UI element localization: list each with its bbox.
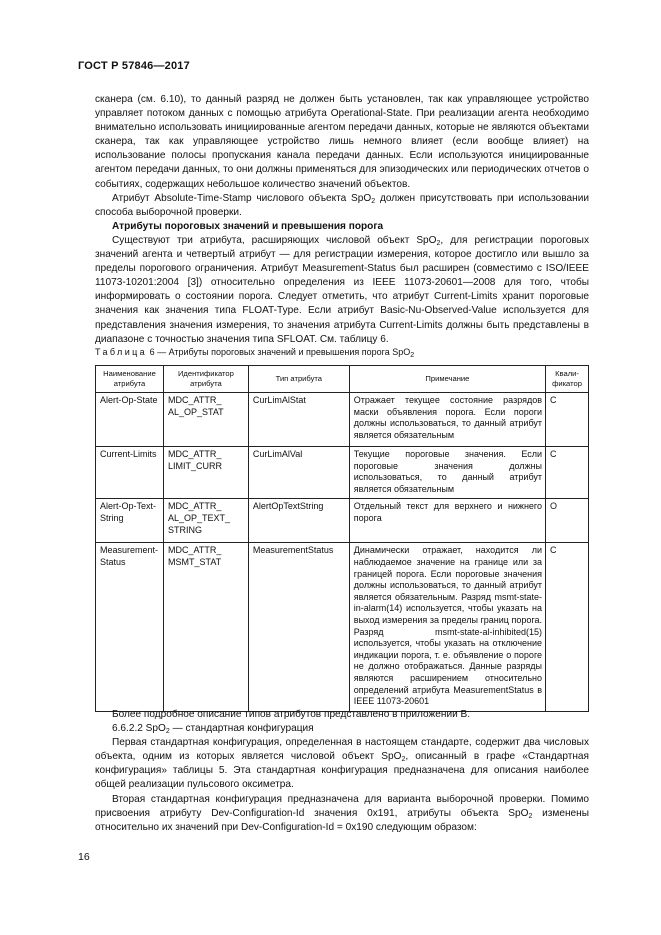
cell-attribute-type: CurLimAlVal bbox=[248, 447, 349, 499]
cell-attribute-id: MDC_ATTR_ MSMT_STAT bbox=[163, 543, 248, 711]
cell-note: Динамически отражает, находится ли наблюдаемое значение на границе или за границей порога. Если пороговые значения должны использоваться, то данный атрибут является обязательным. Разряд msmt-state-in-alarm(14) используется, чтобы указать на выход измерения за пределы границ порога. Разряд msmt-state-al-inhibited(15) используется, чтобы указать на отключение индикации порога, т. е. объявление о пороге не должно отображаться. Данные разряды являются расширением относительно определений атрибута MeasurementStatus в IEEE 11073-20601 bbox=[349, 543, 545, 711]
table-row bbox=[96, 543, 589, 711]
table-header-row bbox=[96, 366, 589, 393]
cell-note: Текущие пороговые значения. Если пороговые значения должны использоваться, то данный атрибут является обязательным bbox=[349, 447, 545, 499]
cell-attribute-name: Current-Limits bbox=[96, 447, 164, 499]
table-row bbox=[96, 447, 589, 499]
paragraph: Существуют три атрибута, расширяющих числовой объект SpO$_2$, для регистрации пороговых значений агента и четвертый атрибут — для регистрации измерения, которое достигло или вышло за пределы порогового ограничения. Атрибут Measurement-Status был расширен (совместимо с ISO/IEEE 11073-10201:2004 [3]) относительно определения из IEEE 11073-20601—2008 для того, чтобы информировать о состоянии порога. Следует отметить, что атрибут Current-Limits хранит пороговые значения как значения типа FLOAT-Type. Если атрибут Basic-Nu-Observed-Value используется для представления значения измерения, то значения атрибута Current-Limits должны быть представлены в диапазоне с точностью значения типа SFLOAT. См. таблицу 6. bbox=[95, 234, 589, 345]
cell-qualifier: C bbox=[546, 447, 589, 499]
page-number: 16 bbox=[78, 851, 90, 863]
attributes-table bbox=[95, 365, 589, 712]
paragraph: Более подробное описание типов атрибутов представлено в приложении В. bbox=[112, 709, 471, 720]
paragraph: Вторая стандартная конфигурация предназначена для варианта выборочной проверки. Помимо присвоения атрибуту Dev-Configuration-Id значения 0x191, атрибуты объекта SpO$_2$ изменены относительно их значений при Dev-Configuration-Id = 0x190 следующим образом: bbox=[95, 793, 589, 833]
table-row bbox=[96, 499, 589, 543]
body-text-bottom bbox=[95, 708, 589, 835]
cell-attribute-type: CurLimAlStat bbox=[248, 393, 349, 447]
cell-attribute-id: MDC_ATTR_ AL_OP_STAT bbox=[163, 393, 248, 447]
cell-attribute-name: Measurement-Status bbox=[96, 543, 164, 711]
cell-attribute-type: AlertOpTextString bbox=[248, 499, 349, 543]
cell-attribute-name: Alert-Op-Text-String bbox=[96, 499, 164, 543]
cell-note: Отражает текущее состояние разрядов маски объявления порога. Если пороги должны использоваться, то данный атрибут является обязательным bbox=[349, 393, 545, 447]
cell-note: Отдельный текст для верхнего и нижнего порога bbox=[349, 499, 545, 543]
cell-qualifier: C bbox=[546, 393, 589, 447]
paragraph: Первая стандартная конфигурация, определенная в настоящем стандарте, содержит два числовых объекта, одним из которых является числовой объект SpO$_2$, описанный в графе «Стандартная конфигурация» таблицы 5. Эта стандартная конфигурация предназначена для описания наиболее общей реализации пульсового оксиметра. bbox=[95, 737, 589, 791]
cell-qualifier: C bbox=[546, 543, 589, 711]
cell-attribute-id: MDC_ATTR_ LIMIT_CURR bbox=[163, 447, 248, 499]
cell-attribute-type: MeasurementStatus bbox=[248, 543, 349, 711]
subsection-heading: 6.6.2.2 SpO$_2$ — стандартная конфигурация bbox=[112, 723, 314, 736]
paragraph: сканера (см. 6.10), то данный разряд не должен быть установлен, так как управляющее устройство управляет потоком данных с помощью атрибута Operational-State. При реализации агента необходимо внимательно использовать инициированные агентом передачи данных, которые не являются объектами сканера, так как управляющее устройство лишь немного влияет (если вообще влияет) на использование полосы пропускания канала передачи данных. Если используются инициированные агентом передачи данных, то они должны применяться для эпизодических или периодических отчетов о событиях, содержащих небольшое количество значений объектов. bbox=[95, 94, 589, 190]
body-text-top bbox=[95, 93, 589, 347]
paragraph: Атрибут Absolute-Time-Stamp числового объекта SpO$_2$ должен присутствовать при использовании способа выборочной проверки. bbox=[95, 192, 589, 218]
table-row bbox=[96, 393, 589, 447]
cell-qualifier: O bbox=[546, 499, 589, 543]
cell-attribute-name: Alert-Op-State bbox=[96, 393, 164, 447]
cell-attribute-id: MDC_ATTR_ AL_OP_TEXT_ STRING bbox=[163, 499, 248, 543]
table-caption: Таблица 6 — Атрибуты пороговых значений и превышения порога SpO$_2$ bbox=[95, 347, 415, 359]
column-header: Тип атрибута bbox=[248, 366, 349, 393]
column-header: Идентификатор атрибута bbox=[163, 366, 248, 393]
column-header: Квали-фикатор bbox=[546, 366, 589, 393]
section-heading: Атрибуты пороговых значений и превышения порога bbox=[112, 220, 384, 232]
document-header: ГОСТ Р 57846—2017 bbox=[78, 60, 190, 72]
column-header: Наименование атрибута bbox=[96, 366, 164, 393]
column-header: Примечание bbox=[349, 366, 545, 393]
